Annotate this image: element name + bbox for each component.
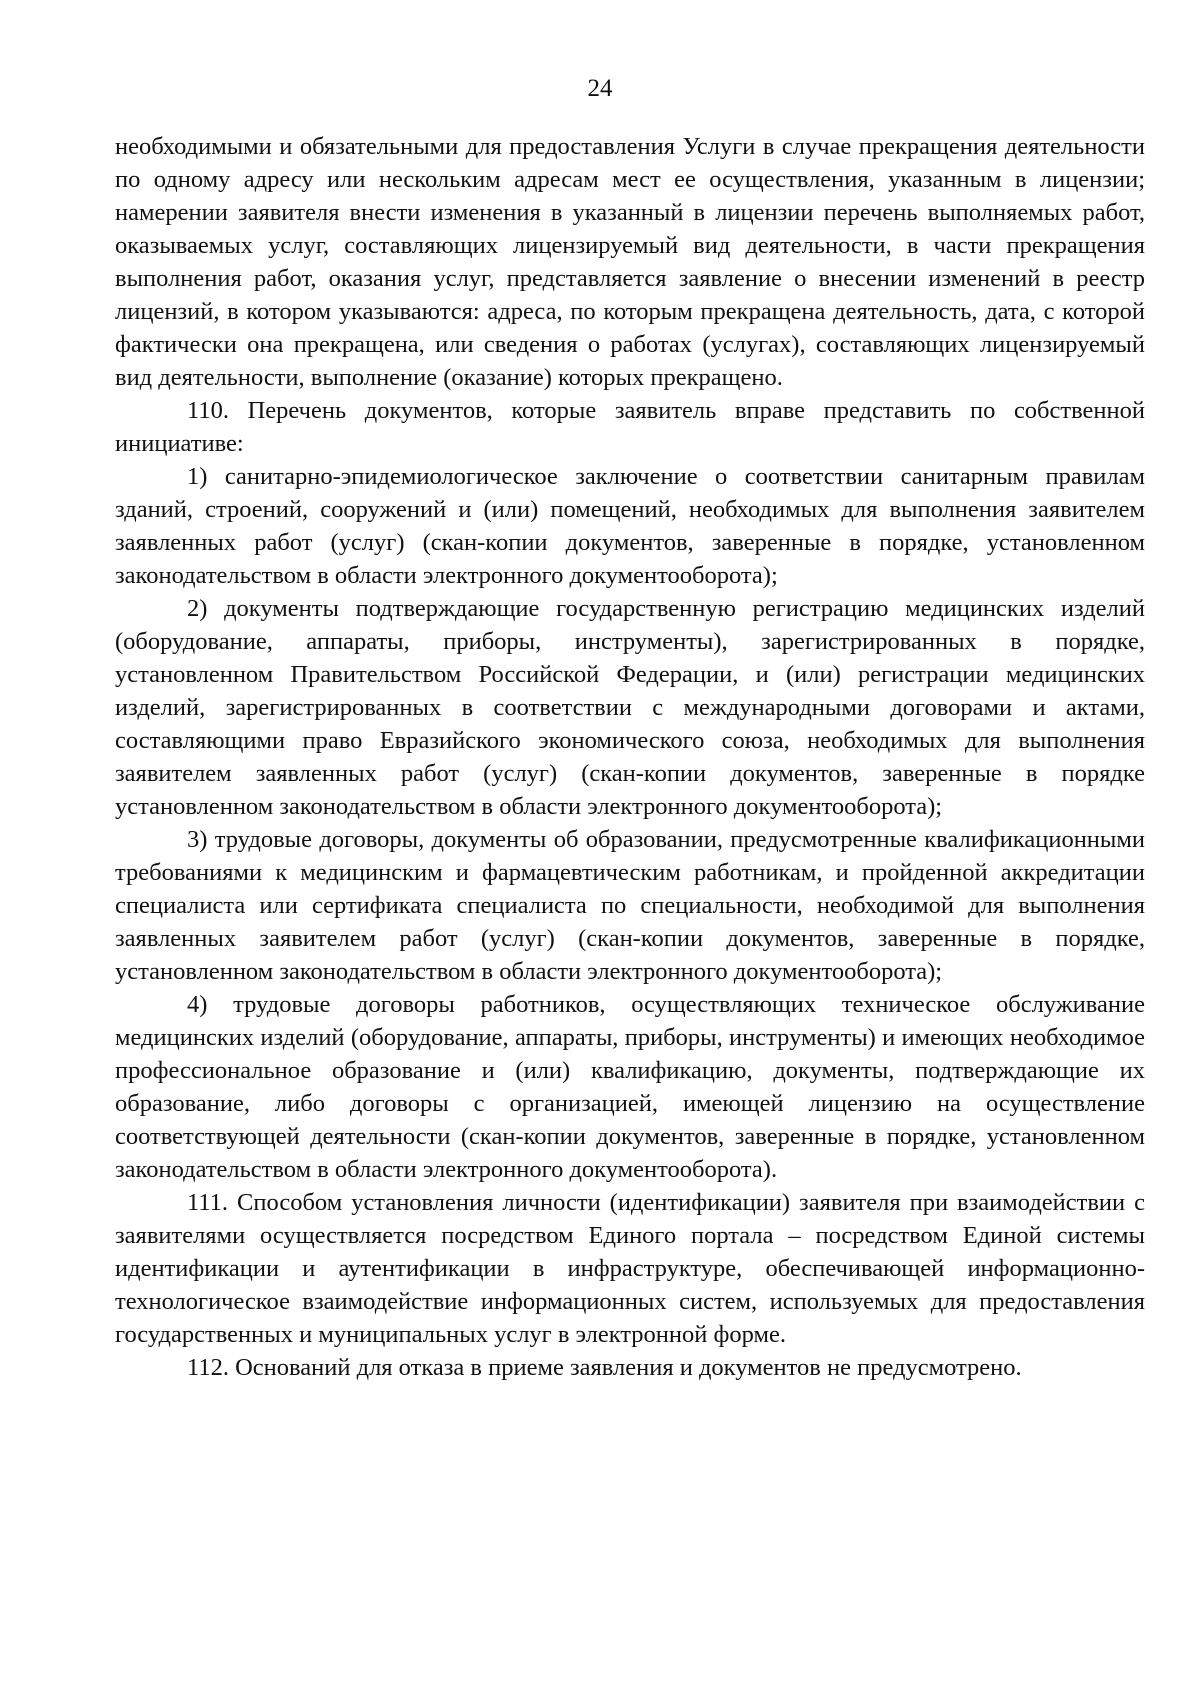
paragraph-continuation: необходимыми и обязательными для предоставления Услуги в случае прекращения деятельности по одному адресу или нескольким адресам мест ее осуществления, указанным в лицензии; намерении заявителя внести изменения в указанный в лицензии перечень выполняемых работ, оказываемых услуг, составляющих лицензируемый вид деятельности, в части прекращения выполнения работ, оказания услуг, представляется заявление о внесении изменений в реестр лицензий, в котором указываются: адреса, по которым прекращена деятельность, дата, с которой фактически она прекращена, или сведения о работах (услугах), составляющих лицензируемый вид деятельности, выполнение (оказание) которых прекращено. (115, 133, 1145, 391)
paragraph-110: 110. Перечень документов, которые заявитель вправе представить по собственной инициативе: (115, 397, 1145, 457)
list-item-1: 1) санитарно-эпидемиологическое заключение о соответствии санитарным правилам зданий, строений, сооружений и (или) помещений, необходимых для выполнения заявителем заявленных работ (услуг) (скан-копии документов, заверенные в порядке, установленном законодательством в области электронного документооборота); (115, 463, 1145, 589)
page-number: 24 (587, 75, 613, 102)
list-item-4: 4) трудовые договоры работников, осуществляющих техническое обслуживание медицинских изделий (оборудование, аппараты, приборы, инструменты) и имеющих необходимое профессиональное образование и (или) квалификацию, документы, подтверждающие их образование, либо договоры с организацией, имеющей лицензию на осуществление соответствующей деятельности (скан-копии документов, заверенные в порядке, установленном законодательством в области электронного документооборота). (115, 991, 1145, 1183)
list-item-2: 2) документы подтверждающие государственную регистрацию медицинских изделий (оборудование, аппараты, приборы, инструменты), зарегистрированных в порядке, установленном Правительством Российской Федерации, и (или) регистрации медицинских изделий, зарегистрированных в соответствии с международными договорами и актами, составляющими право Евразийского экономического союза, необходимых для выполнения заявителем заявленных работ (услуг) (скан-копии документов, заверенные в порядке установленном законодательством в области электронного документооборота); (115, 595, 1145, 820)
document-body (115, 130, 1145, 1384)
paragraph-111: 111. Способом установления личности (идентификации) заявителя при взаимодействии с заявителями осуществляется посредством Единого портала – посредством Единой системы идентификации и аутентификации в инфраструктуре, обеспечивающей информационно-технологическое взаимодействие информационных систем, используемых для предоставления государственных и муниципальных услуг в электронной форме. (115, 1189, 1145, 1348)
paragraph-112: 112. Оснований для отказа в приеме заявления и документов не предусмотрено. (187, 1354, 1022, 1381)
list-item-3: 3) трудовые договоры, документы об образовании, предусмотренные квалификационными требованиями к медицинским и фармацевтическим работникам, и пройденной аккредитации специалиста или сертификата специалиста по специальности, необходимой для выполнения заявленных заявителем работ (услуг) (скан-копии документов, заверенные в порядке, установленном законодательством в области электронного документооборота); (115, 826, 1145, 985)
